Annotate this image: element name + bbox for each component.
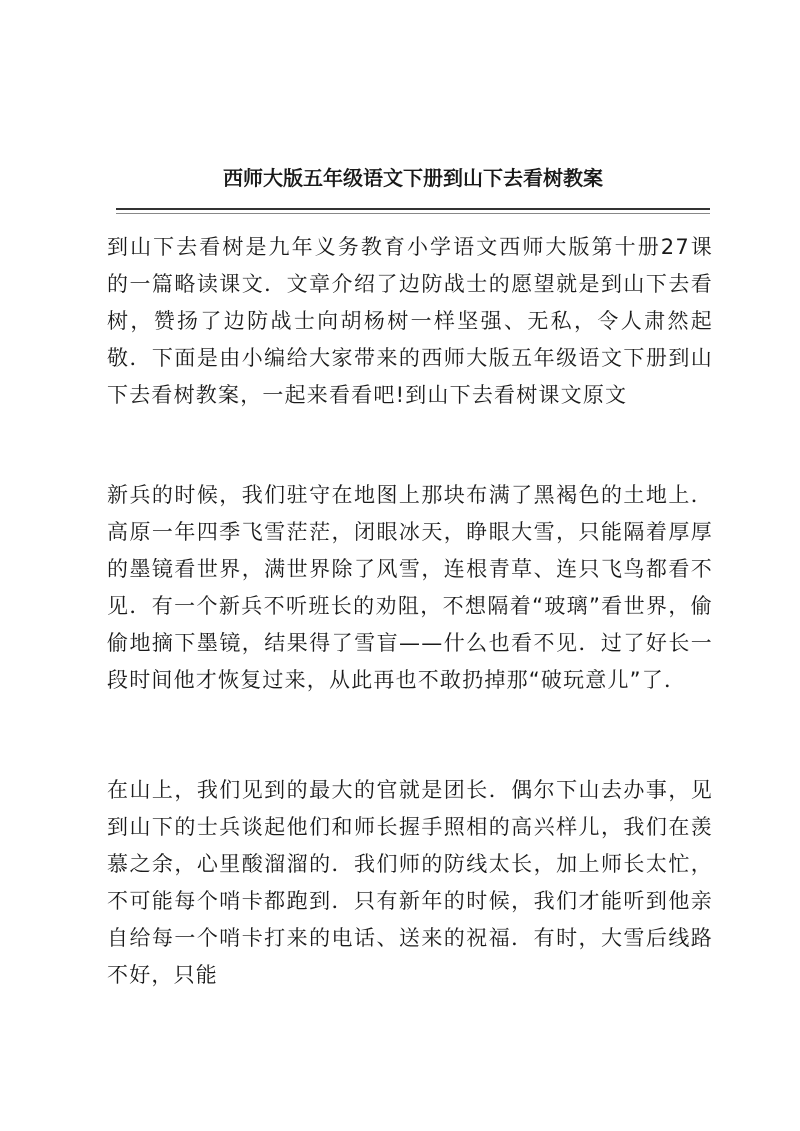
paragraph-new-soldier: 新兵的时候，我们驻守在地图上那块布满了黑褐色的土地上．高原一年四季飞雪茫茫，闭眼冰天，睁眼大雪，只能隔着厚厚的墨镜看世界，满世界除了风雪，连根青草、连只飞鸟都看不见．有一个新兵不听班长的劝阻，不想隔着“玻璃”看世界，偷偷地摘下墨镜，结果得了雪盲——什么也看不见．过了好长一段时间他才恢复过来，从此再也不敢扔掉那“破玩意儿”了． [107,483,713,692]
document-title: 西师大版五年级语文下册到山下去看树教案 [223,166,603,190]
paragraph-intro: 到山下去看树是九年义务教育小学语文西师大版第十册27课的一篇略读课文．文章介绍了边防战士的愿望就是到山下去看树，赞扬了边防战士向胡杨树一样坚强、无私，令人肃然起敬．下面是由小编给大家带来的西师大版五年级语文下册到山下去看树教案，一起来看看吧!到山下去看树课文原文 [107,235,713,407]
title-divider [116,208,710,210]
title-divider-thin [116,213,710,214]
paragraph-on-mountain: 在山上，我们见到的最大的官就是团长．偶尔下山去办事，见到山下的士兵谈起他们和师长握手照相的高兴样儿，我们在羡慕之余，心里酸溜溜的．我们师的防线太长，加上师长太忙，不可能每个哨卡都跑到．只有新年的时候，我们才能听到他亲自给每一个哨卡打来的电话、送来的祝福．有时，大雪后线路不好，只能 [107,778,713,987]
